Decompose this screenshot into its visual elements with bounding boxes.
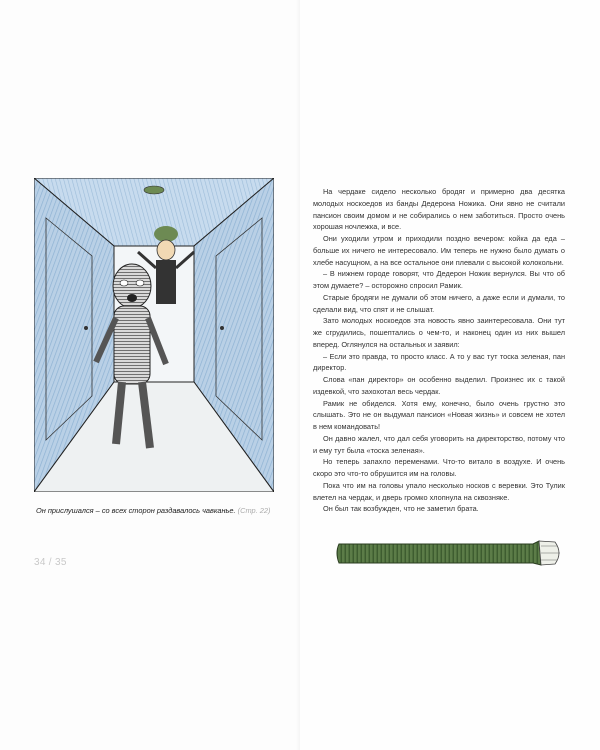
paragraph: – Если это правда, то просто класс. А то у вас тут тоска зеленая, пан директор. bbox=[313, 351, 565, 373]
sock-illustration bbox=[333, 536, 569, 570]
paragraph: – В нижнем городе говорят, что Дедерон Ножик вернулся. Вы что об этом думаете? – осторожно спросил Рамик. bbox=[313, 269, 565, 290]
paragraph: На чердаке сидело несколько бродяг и примерно два десятка молодых носкоедов из банды Дедерона Ножика. Они явно не считали пансион своим домом и не собирались о нем заботиться. Просто очень хорошая ночлежка, и все. bbox=[313, 187, 565, 232]
paragraph: Они уходили утром и приходили поздно вечером: койка да еда – больше их ничего не интересовало. Им теперь не нужно было думать о хлебе насущном, а на все остальное они плевали с высокой колокольни. bbox=[313, 234, 565, 267]
caption-text: Он прислушался – со всех сторон раздавалось чавканье. bbox=[36, 506, 236, 515]
corridor-illustration bbox=[34, 178, 274, 492]
body-text bbox=[313, 186, 565, 515]
paragraph: Рамик не обиделся. Хотя ему, конечно, было очень грустно это слышать. Это не он выдумал пансион «Новая жизнь» и совсем не хотел в нем командовать! bbox=[313, 398, 565, 431]
caption-page-ref: (Стр. 22) bbox=[237, 506, 271, 515]
page-number: 34 / 35 bbox=[34, 557, 67, 568]
paragraph: Зато молодых носкоедов эта новость явно заинтересовала. Они тут же сгрудились, пошептались о чем-то, и наконец один из них вышел вперед. Оглянулся на остальных и заявил: bbox=[313, 316, 565, 349]
paragraph: Но теперь запахло переменами. Что-то витало в воздухе. И очень скоро это что-то обрушится им на головы. bbox=[313, 457, 565, 478]
illustration-caption bbox=[36, 506, 288, 515]
paragraph: Слова «пан директор» он особенно выделил. Произнес их с такой издевкой, что захохотал весь чердак. bbox=[313, 375, 565, 396]
paragraph: Пока что им на головы упало несколько носков с веревки. Это Тулик влетел на чердак, и дверь громко хлопнула на сквозняке. bbox=[313, 480, 565, 502]
paragraph: Старые бродяги не думали об этом ничего, а даже если и думали, то сделали вид, что спят и не слышат. bbox=[313, 292, 565, 314]
paragraph: Он давно жалел, что дал себя уговорить на директорство, потому что и ему тут была «тоска зеленая». bbox=[313, 433, 565, 455]
paragraph: Он был так возбужден, что не заметил брата. bbox=[323, 504, 479, 514]
